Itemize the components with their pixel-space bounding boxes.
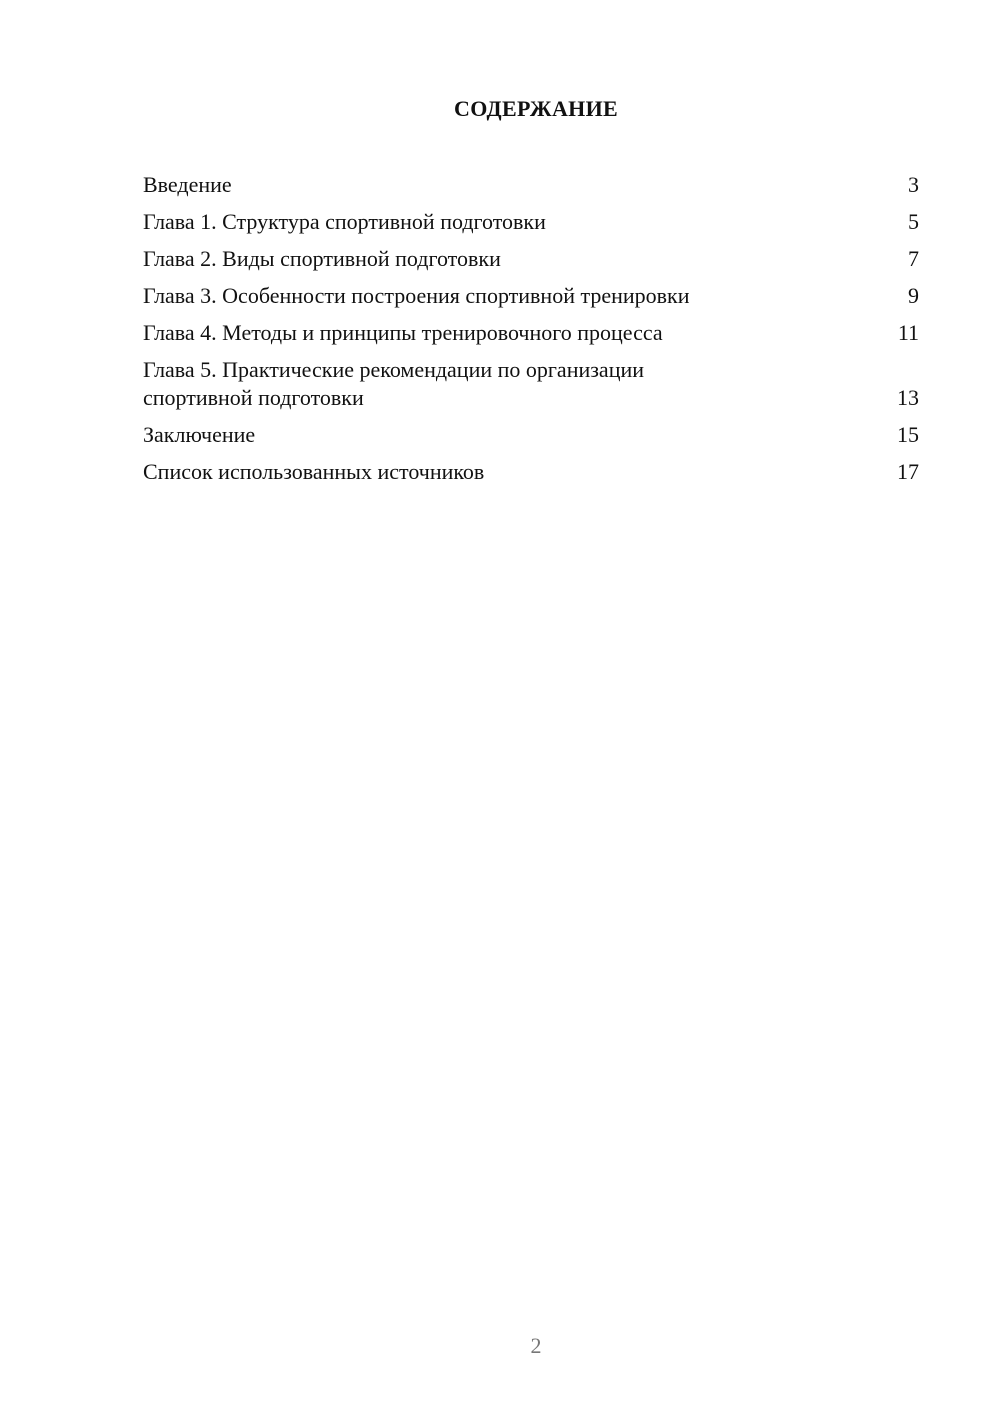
toc-item-page: 9 [908,283,919,308]
toc-item-chapter-4 [143,319,919,347]
toc-item-title: Глава 4. Методы и принципы тренировочного процесса [143,320,663,345]
toc-item-title: Глава 2. Виды спортивной подготовки [143,246,501,271]
toc-item-references [143,458,919,486]
toc-item-chapter-5 [143,356,919,412]
page-title: СОДЕРЖАНИЕ [454,96,618,121]
toc-item-title: Введение [143,172,232,197]
toc-item-page: 11 [897,320,919,345]
toc-item-chapter-3 [143,282,919,310]
toc-item-chapter-1 [143,208,919,236]
toc-item-conclusion [143,421,919,449]
toc-item-page: 13 [897,385,919,410]
toc-item-introduction [143,171,919,199]
page-number: 2 [530,1333,542,1358]
toc-item-page: 15 [897,422,919,447]
toc-item-chapter-2 [143,245,919,273]
toc-item-page: 5 [908,209,919,234]
toc-item-title: Глава 3. Особенности построения спортивной тренировки [143,283,690,308]
toc-item-page: 17 [897,459,919,484]
toc-item-title: Глава 1. Структура спортивной подготовки [143,209,546,234]
toc-item-title: Заключение [143,422,256,447]
table-of-contents [143,171,919,495]
toc-item-title: Глава 5. Практические рекомендации по организации спортивной подготовки [143,357,645,410]
toc-item-page: 3 [908,172,919,197]
toc-item-page: 7 [908,246,919,271]
toc-item-title: Список использованных источников [143,459,485,484]
